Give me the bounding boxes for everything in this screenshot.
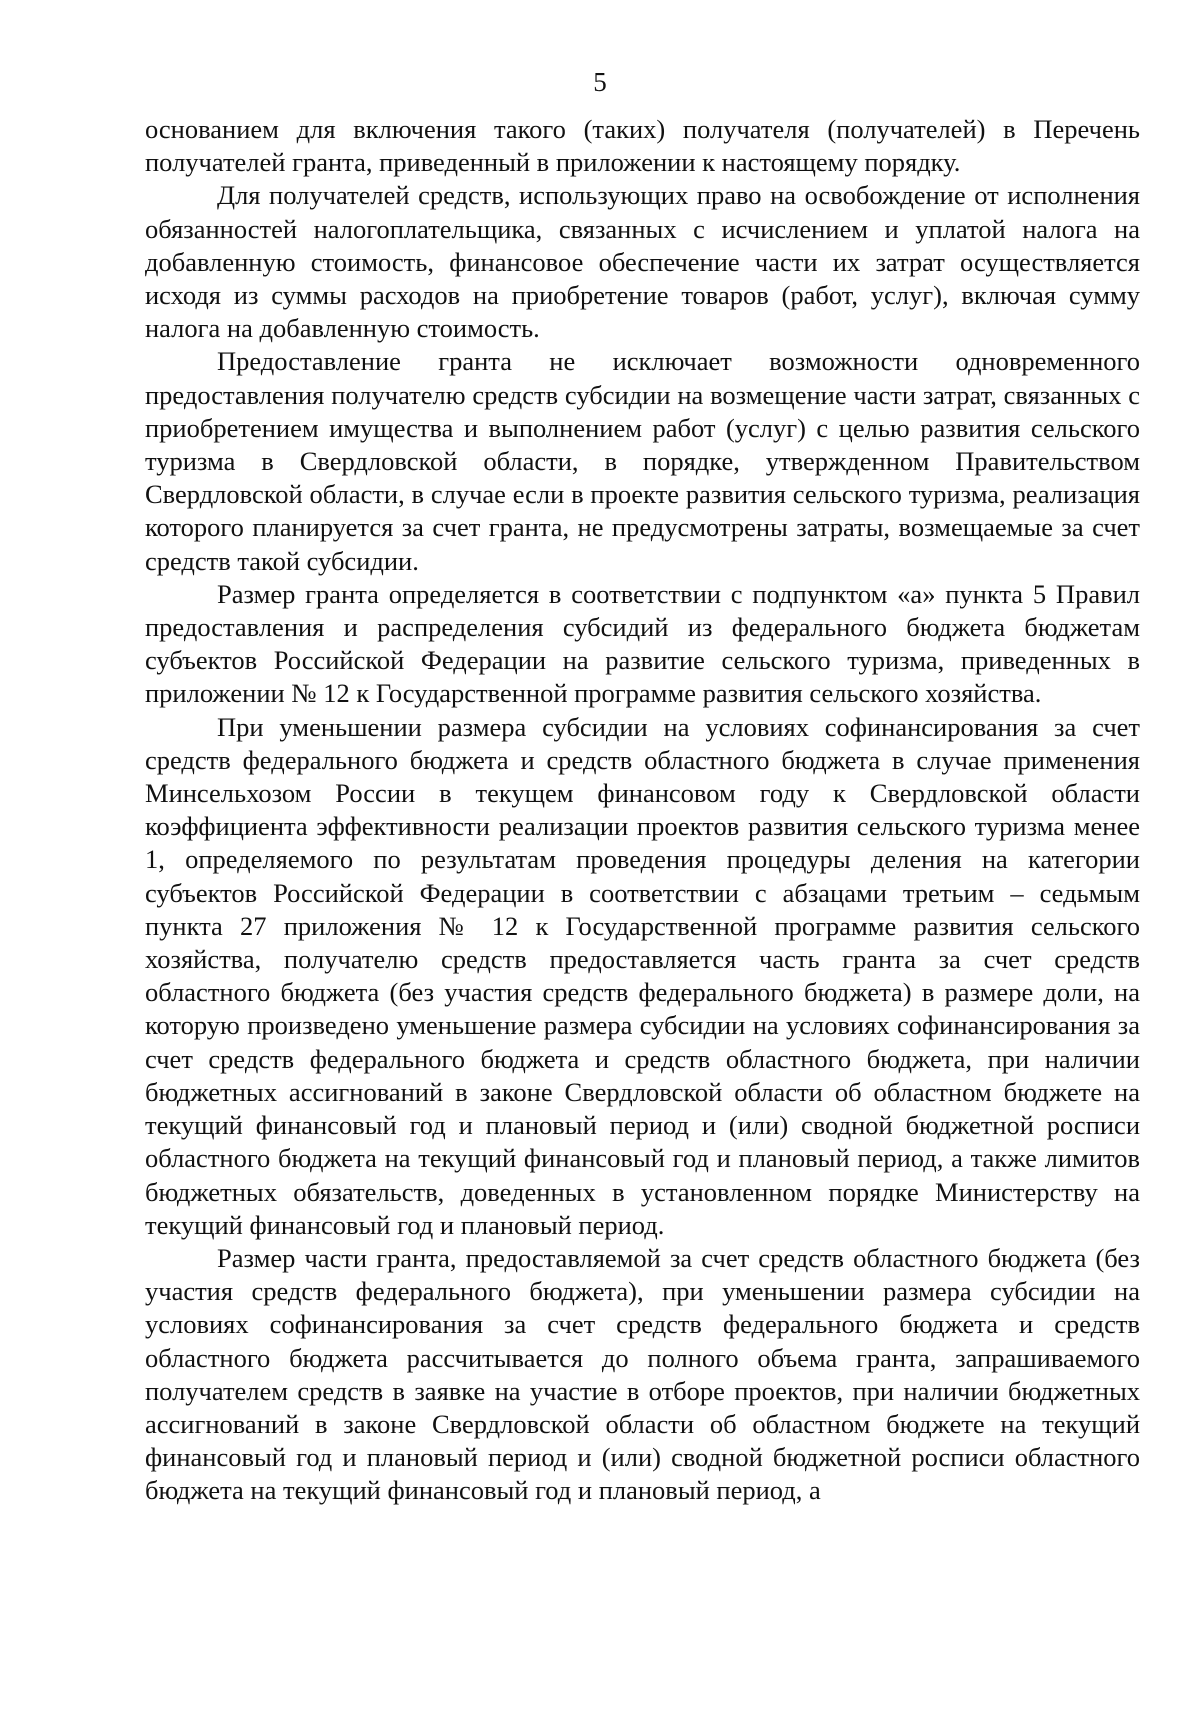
- paragraph-continuation: основанием для включения такого (таких) получателя (получателей) в Перечень получателей гранта, приведенный в приложении к настоящему порядку.: [145, 114, 1140, 178]
- paragraph-subsidy-reduction: При уменьшении размера субсидии на условиях софинансирования за счет средств федерального бюджета и средств областного бюджета в случае применения Минсельхозом России в текущем финансовом году к Свердловской области коэффициента эффективности реализации проектов развития сельского туризма менее 1, определяемого по результатам проведения процедуры деления на категории субъектов Российской Федерации в соответствии с абзацами третьим – седьмым пункта 27 приложения № 12 к Государственной программе развития сельского хозяйства, получателю средств предоставляется часть гранта за счет средств областного бюджета (без участия средств федерального бюджета) в размере доли, на которую произведено уменьшение размера субсидии на условиях софинансирования за счет средств федерального бюджета и средств областного бюджета, при наличии бюджетных ассигнований в законе Свердловской области об областном бюджете на текущий финансовый год и плановый период и (или) сводной бюджетной росписи областного бюджета на текущий финансовый год и плановый период, а также лимитов бюджетных обязательств, доведенных в установленном порядке Министерству на текущий финансовый год и плановый период.: [145, 711, 1140, 1240]
- paragraph-vat-exemption: Для получателей средств, использующих право на освобождение от исполнения обязанностей налогоплательщика, связанных с исчислением и уплатой налога на добавленную стоимость, финансовое обеспечение части их затрат осуществляется исходя из суммы расходов на приобретение товаров (работ, услуг), включая сумму налога на добавленную стоимость.: [145, 180, 1140, 344]
- paragraph-regional-budget-share: Размер части гранта, предоставляемой за счет средств областного бюджета (без участия средств федерального бюджета), при уменьшении размера субсидии на условиях софинансирования за счет средств федерального бюджета и средств областного бюджета рассчитывается до полного объема гранта, запрашиваемого получателем средств в заявке на участие в отборе проектов, при наличии бюджетных ассигнований в законе Свердловской области об областном бюджете на текущий финансовый год и плановый период и (или) сводной бюджетной росписи областного бюджета на текущий финансовый год и плановый период, а: [145, 1242, 1140, 1506]
- paragraph-grant-subsidy: Предоставление гранта не исключает возможности одновременного предоставления получателю средств субсидии на возмещение части затрат, связанных с приобретением имущества и выполнением работ (услуг) с целью развития сельского туризма в Свердловской области, в порядке, утвержденном Правительством Свердловской области, в случае если в проекте развития сельского туризма, реализация которого планируется за счет гранта, не предусмотрены затраты, возмещаемые за счет средств такой субсидии.: [145, 346, 1140, 576]
- page-number: 5: [593, 67, 607, 97]
- paragraph-grant-size: Размер гранта определяется в соответствии с подпунктом «а» пункта 5 Правил предоставления и распределения субсидий из федерального бюджета бюджетам субъектов Российской Федерации на развитие сельского туризма, приведенных в приложении № 12 к Государственной программе развития сельского хозяйства.: [145, 578, 1140, 709]
- document-body: [145, 113, 1140, 1508]
